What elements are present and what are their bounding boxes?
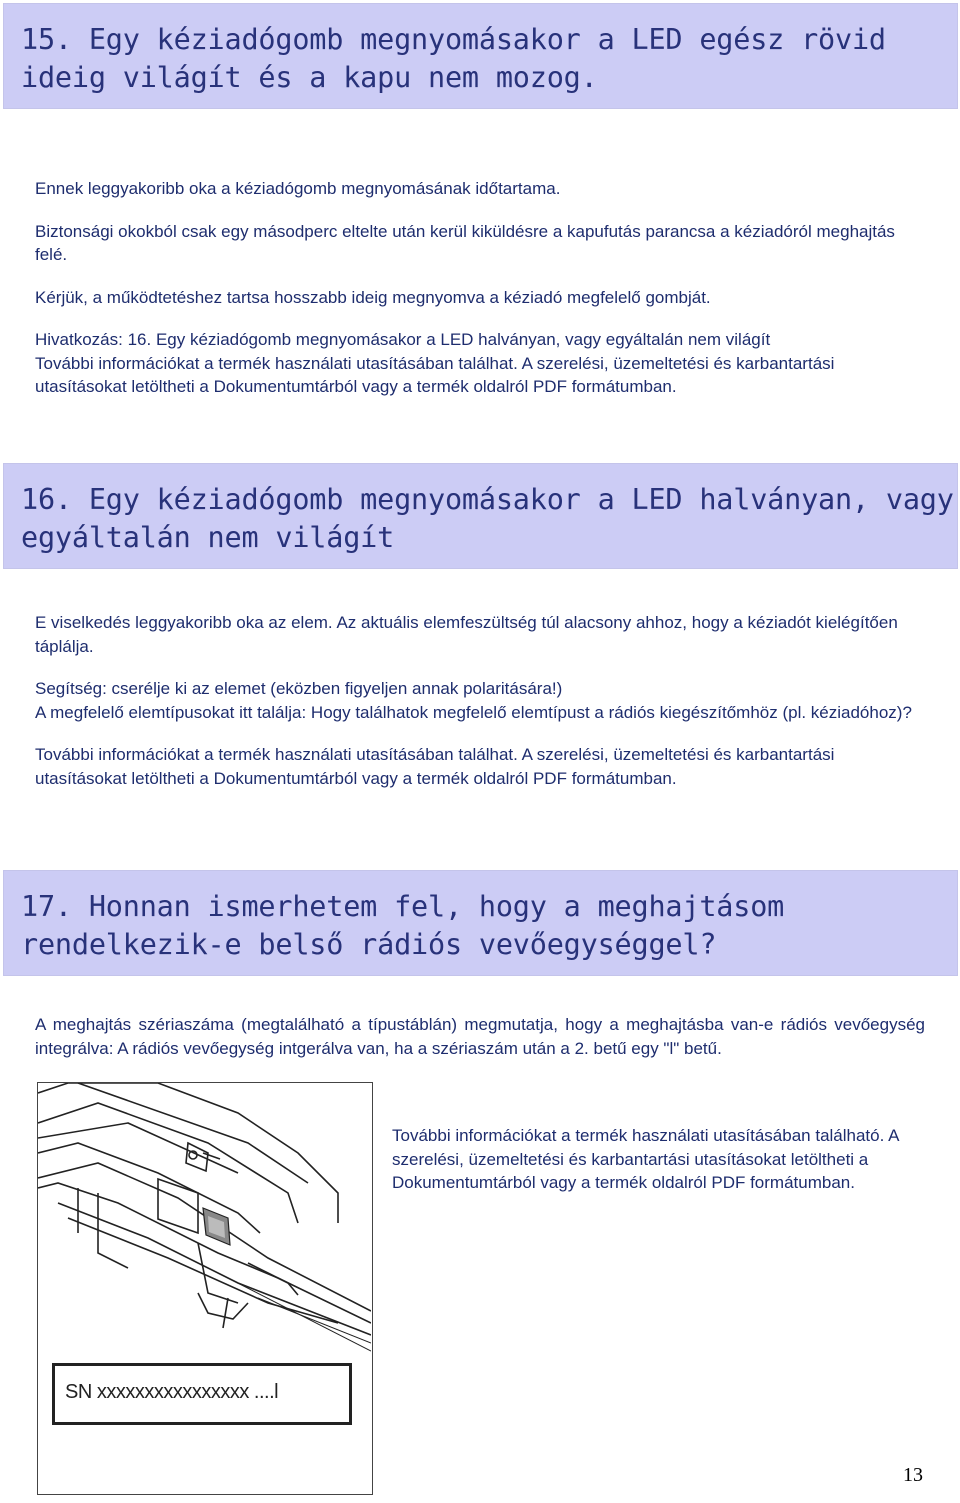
section-15-paragraph-3: Kérjük, a működtetéshez tartsa hosszabb ideig megnyomva a kéziadó megfelelő gombját. — [35, 287, 711, 307]
section-16-battery-link[interactable]: A megfelelő elemtípusokat itt találja: Hogy találhatok megfelelő elemtípust a rádiós kiegészítőmhöz (pl. kéziadóhoz)? — [35, 702, 912, 722]
section-17-body — [35, 1013, 925, 1060]
section-15-heading-band — [3, 3, 958, 109]
section-17-heading: 17. Honnan ismerhetem fel, hogy a meghajtásom rendelkezik-e belső rádiós vevőegységgel? — [21, 890, 785, 961]
serial-number-label: SN xxxxxxxxxxxxxxxx ....l — [65, 1381, 279, 1403]
section-15-more-info: További információkat a termék használati utasításában találhat. A szerelési, üzemeltetési és karbantartási utasításokat letöltheti a Dokumentumtárból vagy a termék oldalról PDF formátumban. — [35, 353, 835, 396]
section-15-heading: 15. Egy kéziadógomb megnyomásakor a LED egész rövid ideig világít és a kapu nem mozog. — [21, 23, 886, 94]
section-17-more-info-block — [392, 1124, 912, 1195]
serial-number-figure — [37, 1082, 373, 1495]
section-16-body — [35, 611, 915, 790]
section-15-paragraph-1: Ennek leggyakoribb oka a kéziadógomb megnyomásának időtartama. — [35, 179, 561, 198]
serial-number-label-box — [52, 1363, 352, 1425]
section-16-more-info: További információkat a termék használati utasításában találhat. A szerelési, üzemeltetési és karbantartási utasításokat letöltheti a Dokumentumtárból vagy a termék oldalról PDF formátumban. — [35, 745, 835, 788]
section-16-heading: 16. Egy kéziadógomb megnyomásakor a LED halványan, vagy egyáltalán nem világít — [21, 483, 954, 554]
section-17-paragraph-1: A meghajtás szériaszáma (megtalálható a típustáblán) megmutatja, hogy a meghajtásba van-e rádiós vevőegység integrálva: A rádiós vevőegység intgerálva van, ha a szériaszám után a 2. betű egy "l" betű. — [35, 1015, 925, 1058]
section-16-help: Segítség: cserélje ki az elemet (eközben figyeljen annak polaritására!) — [35, 679, 563, 698]
section-17-more-info: További információkat a termék használati utasításában található. A szerelési, üzemeltetési és karbantartási utasításokat letöltheti a Dokumentumtárból vagy a termék oldalról PDF formátumban. — [392, 1126, 899, 1192]
section-15-reference[interactable]: Hivatkozás: 16. Egy kéziadógomb megnyomásakor a LED halványan, vagy egyáltalán nem világít — [35, 330, 771, 349]
section-16-heading-band — [3, 463, 958, 569]
page-number: 13 — [903, 1464, 923, 1486]
drive-illustration — [38, 1083, 371, 1493]
section-16-paragraph-1: E viselkedés leggyakoribb oka az elem. Az aktuális elemfeszültség túl alacsony ahhoz, hogy a kéziadót kielégítően táplálja. — [35, 613, 898, 656]
section-15-paragraph-2: Biztonsági okokból csak egy másodperc eltelte után kerül kiküldésre a kapufutás parancsa a kéziadóról meghajtás felé. — [35, 221, 895, 264]
section-15-body — [35, 177, 915, 399]
section-17-heading-band — [3, 870, 958, 976]
